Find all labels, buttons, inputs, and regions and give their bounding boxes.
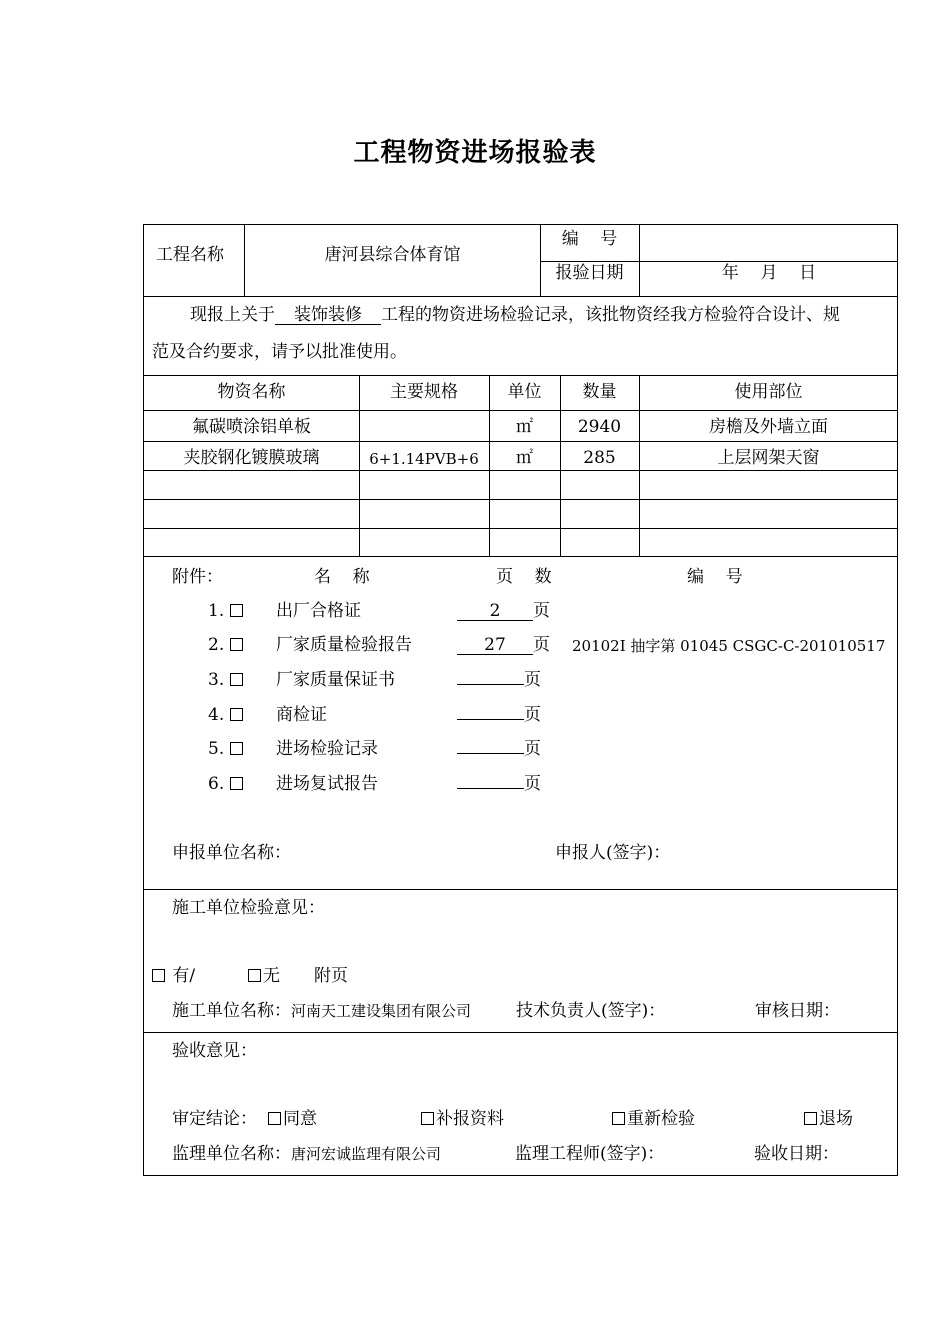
checkbox[interactable] [612,1112,625,1125]
table-cell: 氟碳喷涂铝单板 [192,417,311,437]
option-reinspect[interactable]: 重新检验 [612,1109,695,1129]
attachment-pages: 页 [457,739,541,759]
number-label: 编 号 [561,229,618,249]
attachments-col-pages: 页 数 [496,567,552,587]
project-name-label: 工程名称 [156,245,224,265]
col-header-name: 物资名称 [217,382,286,402]
table-cell: ㎡ [516,417,533,437]
attach-page-label: 附页 [314,966,348,986]
checkbox[interactable] [804,1112,817,1125]
review-date-label: 审核日期： [755,1001,840,1021]
acceptance-date-label: 验收日期： [754,1144,839,1164]
checkbox[interactable] [230,638,243,651]
attachment-item: 2. [208,635,245,655]
date-value[interactable]: 年 月 日 [721,263,817,283]
attachment-name: 进场复试报告 [276,774,378,794]
attachment-number: 20102I 抽字第 01045 CSGC-C-201010517 [572,637,886,655]
checkbox[interactable] [230,673,243,686]
applicant-unit-label: 申报单位名称： [172,843,291,863]
applicant-sign-label: 申报人(签字)： [555,843,671,863]
col-header-qty: 数量 [582,382,617,402]
form-frame [143,224,898,1176]
option-approve[interactable]: 同意 [268,1109,317,1129]
attachment-name: 进场检验记录 [276,739,378,759]
checkbox[interactable] [230,604,243,617]
engineer-label: 监理工程师(签字)： [515,1144,665,1164]
table-cell: 2940 [577,417,622,437]
checkbox[interactable] [248,969,261,982]
table-cell: 夹胶钢化镀膜玻璃 [183,448,320,468]
conclusion-label: 审定结论： [172,1109,257,1129]
attachment-name: 厂家质量检验报告 [276,635,412,655]
attachment-pages: 页 [457,705,541,725]
attachment-item: 5. [208,739,245,759]
project-name-value: 唐河县综合体育馆 [324,245,461,265]
option-resubmit[interactable]: 补报资料 [421,1109,504,1129]
attachments-col-number: 编 号 [687,567,743,587]
option-reject[interactable]: 退场 [804,1109,853,1129]
col-header-unit: 单位 [507,382,542,402]
table-cell: ㎡ [516,448,533,468]
supervision-unit: 监理单位名称：唐河宏诚监理有限公司 [172,1144,442,1164]
project-type: 装饰装修 [275,306,381,325]
attachment-pages: 2 页 [457,601,550,621]
attachment-item: 6. [208,774,245,794]
col-header-location: 使用部位 [734,382,803,402]
statement-line1: 现报上关于 装饰装修 工程的物资进场检验记录，该批物资经我方检验符合设计、规 [190,305,840,325]
table-cell: 房檐及外墙立面 [709,417,828,437]
checkbox[interactable] [230,777,243,790]
construction-unit: 施工单位名称：河南天工建设集团有限公司 [172,1001,472,1021]
attachments-label: 附件： [172,567,223,587]
tech-lead-label: 技术负责人(签字)： [516,1001,666,1021]
date-label: 报验日期 [555,263,624,283]
table-cell: 285 [583,448,616,468]
attachment-name: 厂家质量保证书 [276,670,395,690]
construction-opinion-label: 施工单位检验意见： [172,898,325,918]
col-header-spec: 主要规格 [390,382,458,402]
checkbox[interactable] [421,1112,434,1125]
page-title: 工程物资进场报验表 [353,138,597,168]
checkbox[interactable] [268,1112,281,1125]
checkbox[interactable] [230,708,243,721]
attachment-pages: 页 [457,670,541,690]
attachment-name: 出厂合格证 [276,601,361,621]
table-cell: 上层网架天窗 [717,448,820,468]
has-option[interactable]: 有/ [152,966,195,986]
statement-line2: 范及合约要求，请予以批准使用。 [152,342,407,362]
attachments-col-name: 名 称 [314,567,370,587]
attachment-item: 3. [208,670,245,690]
checkbox[interactable] [230,742,243,755]
attachment-pages: 27 页 [457,635,550,655]
attachment-pages: 页 [457,774,541,794]
acceptance-opinion-label: 验收意见： [172,1041,257,1061]
attachment-item: 1. [208,601,245,621]
attachment-item: 4. [208,705,245,725]
checkbox[interactable] [152,969,165,982]
table-cell: 6+1.14PVB+6 [369,450,479,468]
none-option[interactable]: 无 [248,966,280,986]
attachment-name: 商检证 [276,705,327,725]
